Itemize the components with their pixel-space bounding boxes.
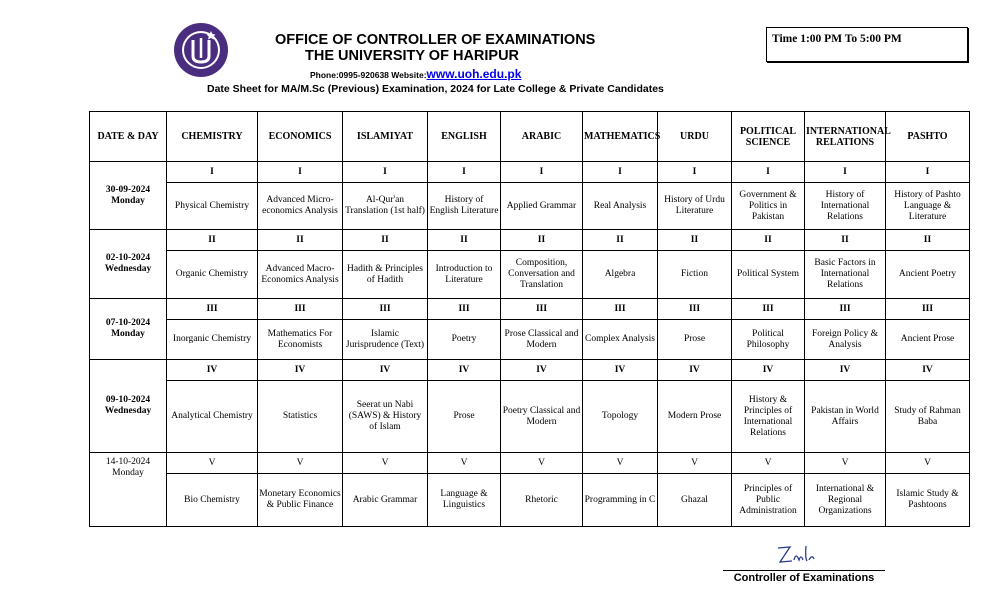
university-logo: [173, 22, 229, 78]
paper-number: V: [501, 453, 583, 474]
date-cell: [90, 162, 167, 230]
paper-number: I: [258, 162, 343, 183]
exam-day: Monday: [112, 468, 144, 478]
paper-number: II: [658, 230, 732, 251]
paper-number-row: [90, 299, 970, 320]
paper-cell: International & Regional Organizations: [805, 474, 886, 527]
date-sheet-table: [89, 111, 970, 527]
subject-header: PASHTO: [886, 112, 970, 162]
paper-number: V: [583, 453, 658, 474]
paper-number: V: [886, 453, 970, 474]
paper-row: [90, 381, 970, 453]
paper-number: I: [658, 162, 732, 183]
paper-cell: Topology: [583, 381, 658, 453]
paper-number: IV: [343, 360, 428, 381]
paper-number: IV: [583, 360, 658, 381]
paper-number: II: [583, 230, 658, 251]
paper-cell: History of Pashto Language & Literature: [886, 183, 970, 230]
date-cell: [90, 453, 167, 527]
signature: [772, 540, 822, 570]
paper-cell: Rhetoric: [501, 474, 583, 527]
paper-number: III: [343, 299, 428, 320]
paper-number: II: [167, 230, 258, 251]
paper-cell: Analytical Chemistry: [167, 381, 258, 453]
date-day-header: DATE & DAY: [90, 112, 167, 162]
paper-number: V: [167, 453, 258, 474]
paper-cell: Complex Analysis: [583, 320, 658, 360]
controller-signatory: Controller of Examinations: [723, 570, 885, 584]
subject-header: URDU: [658, 112, 732, 162]
paper-number: V: [658, 453, 732, 474]
paper-number: III: [428, 299, 501, 320]
paper-number: III: [583, 299, 658, 320]
subject-header: ENGLISH: [428, 112, 501, 162]
paper-number: II: [343, 230, 428, 251]
exam-date: 07-10-2024: [105, 318, 151, 328]
paper-number: IV: [501, 360, 583, 381]
paper-cell: Foreign Policy & Analysis: [805, 320, 886, 360]
paper-cell: Government & Politics in Pakistan: [732, 183, 805, 230]
paper-row: [90, 474, 970, 527]
paper-cell: Physical Chemistry: [167, 183, 258, 230]
subject-header: CHEMISTRY: [167, 112, 258, 162]
paper-cell: History of Urdu Literature: [658, 183, 732, 230]
paper-cell: Poetry Classical and Modern: [501, 381, 583, 453]
paper-number: I: [428, 162, 501, 183]
paper-cell: Prose: [428, 381, 501, 453]
exam-day: Monday: [111, 195, 145, 206]
exam-time: Time 1:00 PM To 5:00 PM: [772, 33, 902, 45]
date-cell: [90, 360, 167, 453]
paper-number: I: [732, 162, 805, 183]
paper-number: II: [501, 230, 583, 251]
paper-number: IV: [732, 360, 805, 381]
paper-cell: History of English Literature: [428, 183, 501, 230]
paper-cell: Real Analysis: [583, 183, 658, 230]
paper-cell: Seerat un Nabi (SAWS) & History of Islam: [343, 381, 428, 453]
paper-number: IV: [258, 360, 343, 381]
paper-cell: Applied Grammar: [501, 183, 583, 230]
date-sheet-subtitle: Date Sheet for MA/M.Sc (Previous) Examination, 2024 for Late College & Private Candidates: [207, 83, 664, 95]
exam-day: Wednesday: [104, 264, 152, 274]
paper-number: III: [658, 299, 732, 320]
paper-cell: Prose: [658, 320, 732, 360]
paper-cell: Study of Rahman Baba: [886, 381, 970, 453]
paper-cell: Political System: [732, 251, 805, 299]
paper-number: IV: [167, 360, 258, 381]
paper-number: II: [428, 230, 501, 251]
paper-cell: Al-Qur'an Translation (1st half): [343, 183, 428, 230]
paper-cell: Composition, Conversation and Translation: [501, 251, 583, 299]
exam-date: 02-10-2024: [105, 253, 151, 263]
paper-cell: Ancient Prose: [886, 320, 970, 360]
contact-line: [310, 67, 521, 81]
exam-date: 30-09-2024: [105, 184, 151, 195]
subject-header: INTERNATIONAL RELATIONS: [805, 112, 886, 162]
paper-number: I: [583, 162, 658, 183]
paper-number: I: [343, 162, 428, 183]
paper-number: III: [167, 299, 258, 320]
paper-number: III: [258, 299, 343, 320]
exam-day: Wednesday: [104, 406, 152, 416]
date-cell: [90, 299, 167, 360]
paper-cell: Advanced Macro-Economics Analysis: [258, 251, 343, 299]
paper-number-row: [90, 453, 970, 474]
paper-number: III: [886, 299, 970, 320]
paper-number: V: [428, 453, 501, 474]
paper-row: [90, 183, 970, 230]
paper-number: IV: [658, 360, 732, 381]
paper-cell: Prose Classical and Modern: [501, 320, 583, 360]
paper-number: I: [167, 162, 258, 183]
time-box: [766, 27, 968, 62]
paper-cell: Islamic Study & Pashtoons: [886, 474, 970, 527]
paper-number: III: [732, 299, 805, 320]
paper-cell: Monetary Economics & Public Finance: [258, 474, 343, 527]
header-row: [90, 112, 970, 162]
paper-number-row: [90, 230, 970, 251]
paper-cell: Political Philosophy: [732, 320, 805, 360]
paper-number: III: [805, 299, 886, 320]
paper-cell: Fiction: [658, 251, 732, 299]
subject-header: ARABIC: [501, 112, 583, 162]
paper-number: II: [732, 230, 805, 251]
paper-cell: Principles of Public Administration: [732, 474, 805, 527]
paper-cell: Modern Prose: [658, 381, 732, 453]
paper-number-row: [90, 162, 970, 183]
paper-cell: Poetry: [428, 320, 501, 360]
paper-number: IV: [886, 360, 970, 381]
phone-text: Phone:0995-920638 Website:: [310, 70, 427, 80]
paper-number: V: [343, 453, 428, 474]
paper-cell: Pakistan in World Affairs: [805, 381, 886, 453]
paper-row: [90, 251, 970, 299]
paper-cell: Introduction to Literature: [428, 251, 501, 299]
paper-number: III: [501, 299, 583, 320]
paper-cell: Organic Chemistry: [167, 251, 258, 299]
paper-cell: Advanced Micro-economics Analysis: [258, 183, 343, 230]
university-title: THE UNIVERSITY OF HARIPUR: [305, 48, 520, 64]
paper-number: IV: [428, 360, 501, 381]
date-cell: [90, 230, 167, 299]
paper-cell: Hadith & Principles of Hadith: [343, 251, 428, 299]
paper-number: I: [501, 162, 583, 183]
paper-cell: History of International Relations: [805, 183, 886, 230]
exam-date: 14-10-2024: [105, 457, 151, 467]
paper-cell: Algebra: [583, 251, 658, 299]
paper-number: IV: [805, 360, 886, 381]
paper-number: V: [805, 453, 886, 474]
subject-header: POLITICAL SCIENCE: [732, 112, 805, 162]
paper-cell: Programming in C: [583, 474, 658, 527]
exam-day: Monday: [111, 329, 145, 339]
paper-cell: Mathematics For Economists: [258, 320, 343, 360]
paper-cell: Ghazal: [658, 474, 732, 527]
paper-cell: Bio Chemistry: [167, 474, 258, 527]
paper-number: II: [805, 230, 886, 251]
office-title: OFFICE OF CONTROLLER OF EXAMINATIONS: [275, 32, 596, 48]
subject-header: ISLAMIYAT: [343, 112, 428, 162]
exam-date: 09-10-2024: [105, 395, 151, 405]
paper-cell: Statistics: [258, 381, 343, 453]
paper-number: II: [886, 230, 970, 251]
paper-number: V: [732, 453, 805, 474]
paper-cell: Language & Linguistics: [428, 474, 501, 527]
paper-number: V: [258, 453, 343, 474]
website-link[interactable]: www.uoh.edu.pk: [426, 67, 522, 81]
subject-header: ECONOMICS: [258, 112, 343, 162]
paper-cell: Ancient Poetry: [886, 251, 970, 299]
paper-row: [90, 320, 970, 360]
paper-cell: Islamic Jurisprudence (Text): [343, 320, 428, 360]
paper-cell: Inorganic Chemistry: [167, 320, 258, 360]
paper-number: II: [258, 230, 343, 251]
paper-number: I: [805, 162, 886, 183]
paper-cell: Basic Factors in International Relations: [805, 251, 886, 299]
subject-header: MATHEMATICS: [583, 112, 658, 162]
paper-number-row: [90, 360, 970, 381]
paper-cell: History & Principles of International Relations: [732, 381, 805, 453]
paper-cell: Arabic Grammar: [343, 474, 428, 527]
paper-number: I: [886, 162, 970, 183]
